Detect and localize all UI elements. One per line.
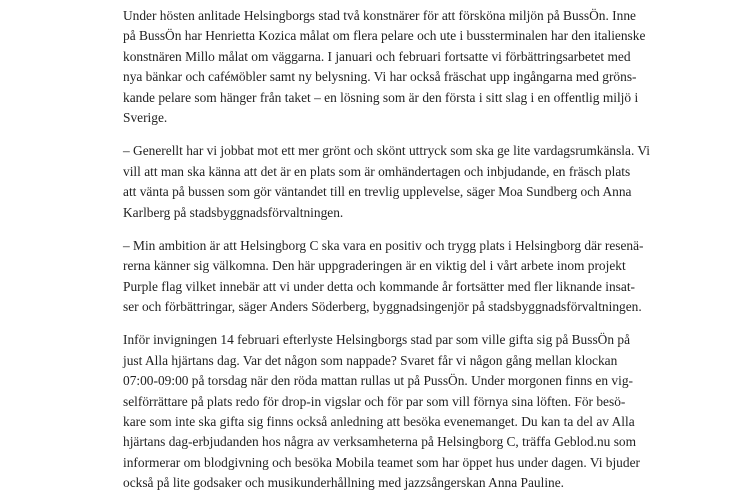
text-line: 07:00-09:00 på torsdag när den röda mattan rullas ut på PussÖn. Under morgonen finns en vig- xyxy=(123,373,633,389)
text-line: ser och förbättringar, säger Anders Söderberg, byggnadsingenjör på stadsbyggnadsförvaltningen. xyxy=(123,299,642,315)
text-line: nya bänkar och caféмöbler samt ny belysning. Vi har också fräschat upp ingångarna med gröns- xyxy=(123,69,637,85)
text-line: – Min ambition är att Helsingborg C ska vara en positiv och trygg plats i Helsingborg där resenä- xyxy=(123,237,644,253)
paragraph-2-quote-sundberg-karlberg xyxy=(123,141,651,223)
text-line: på BussÖn har Henrietta Kozica målat om flera pelare och ute i bussterminalen har den italienske xyxy=(123,28,646,44)
text-line: vill att man ska känna att det är en plats som är omhändertagen och inbjudande, en fräsch plats xyxy=(123,163,631,179)
text-line: – Generellt har vi jobbat mot ett mer grönt och skönt uttryck som ska ge lite vardagsrumkänsla. Vi xyxy=(123,143,651,159)
text-line: kare som inte ska gifta sig finns också anledning att besöka evenemanget. Du kan ta del av Alla xyxy=(123,414,635,430)
text-line: just Alla hjärtans dag. Var det någon som nappade? Svaret får vi någon gång mellan klockan xyxy=(123,352,618,368)
text-line: informerar om blodgivning och besöka Mobila teamet som har öppet hus under dagen. Vi bjuder xyxy=(123,454,640,470)
text-line: rerna känner sig välkomna. Den här uppgraderingen är en viktig del i vårt arbete inom projekt xyxy=(123,258,626,274)
text-line: Karlberg på stadsbyggnadsförvaltningen. xyxy=(123,204,344,220)
paragraph-4-event-info xyxy=(123,330,646,493)
text-line: kande pelare som hänger från taket – en lösning som är den första i sitt slag i en offentlig miljö i xyxy=(123,89,639,105)
paragraph-1 xyxy=(123,6,646,128)
text-line: Under hösten anlitade Helsingborgs stad två konstnärer för att försköna miljön på BussÖn. Inne xyxy=(123,8,636,23)
text-line: konstnären Millo målat om väggarna. I januari och februari fortsatte vi förbättringsarbetet med xyxy=(123,48,631,64)
text-line: Sverige. xyxy=(123,109,168,125)
text-line: att vänta på bussen som gör väntandet till en trevlig upplevelse, säger Moa Sundberg och Anna xyxy=(123,184,632,200)
text-line: selförrättare på plats redo för drop-in vigslar och för par som vill förnya sina löften. För besö- xyxy=(123,393,626,409)
text-line: hjärtans dag-erbjudanden hos några av verksamheterna på Helsingborg C, träffa Geblod.nu som xyxy=(123,434,637,450)
paragraph-3-quote-soderberg xyxy=(123,236,646,318)
text-line: Purple flag vilket innebär att vi under detta och kommande år fortsätter med fler liknande insat- xyxy=(123,278,636,294)
text-line: också på lite godsaker och musikunderhållning med jazzsångerskan Anna Pauline. xyxy=(123,475,565,491)
text-line: Inför invigningen 14 februari efterlyste Helsingborgs stad par som ville gifta sig på BussÖn på xyxy=(123,332,631,348)
